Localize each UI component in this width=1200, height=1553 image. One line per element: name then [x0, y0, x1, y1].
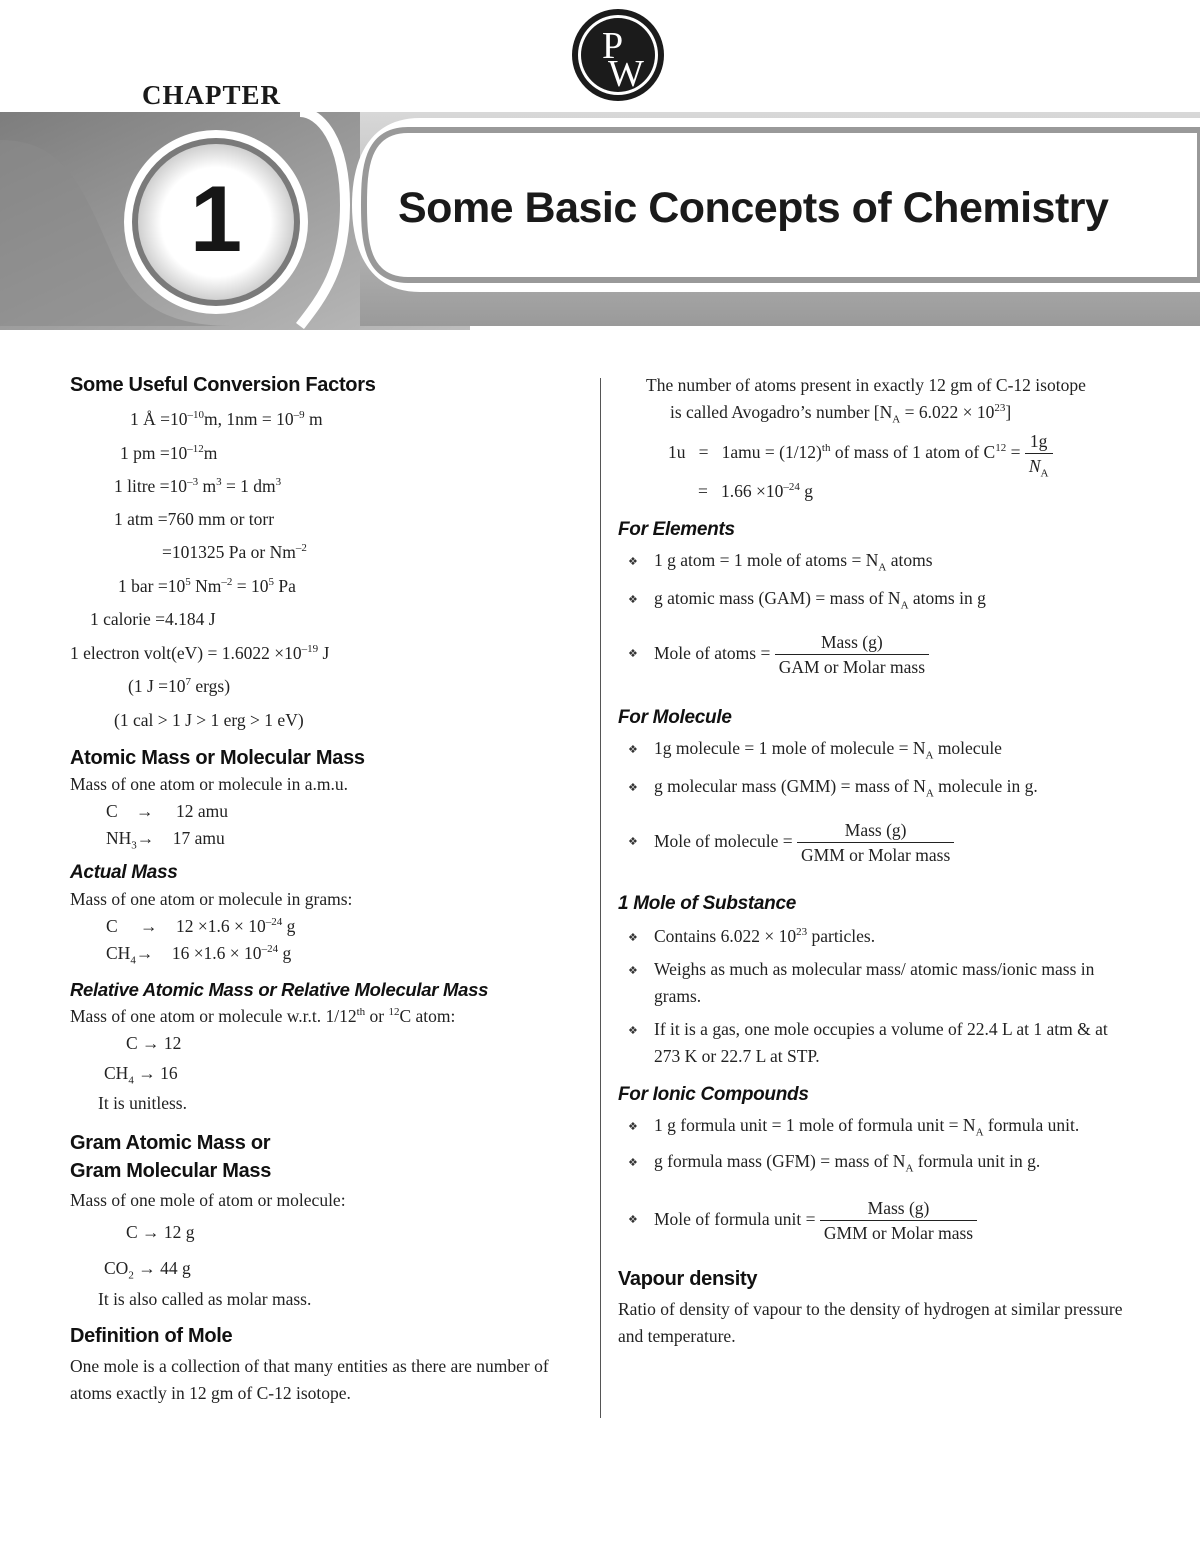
mole-definition-text: One mole is a collection of that many entities as there are number of atoms exactly in 12 gm of C-12 isotope. [70, 1356, 549, 1403]
gram-mass-row-co2: $CO_2 \to 44$ g [104, 1258, 191, 1282]
conversion-heading: Some Useful Conversion Factors [70, 374, 376, 396]
conversion-line-pascal: =101325 Pa or $Nm^{-2}$ [162, 542, 307, 562]
conversion-line-litre: 1 litre $=10^{-3}$ $m^3 = 1$ $dm^3$ [114, 476, 282, 496]
molecule-bullet-2: ❖ g molecular mass (GMM) = mass of $N_A$ molecule in g. [618, 773, 1138, 811]
amu-definition: $1u = 1amu = (1/12)^{th}$ of mass of 1 atom of $C^{12}$ = $\frac{1g}{N_A}$ [618, 426, 1138, 478]
ionic-section [618, 1082, 1138, 1254]
chapter-number: 1 [189, 166, 243, 271]
gram-mass-section [70, 1129, 590, 1313]
amu-fraction: $\frac{1g}{N_A}$ [1025, 429, 1053, 478]
molecule-heading: For Molecule [618, 707, 732, 728]
column-divider [600, 378, 601, 1418]
relative-mass-note: It is unitless. [98, 1093, 187, 1113]
relative-mass-row-ch4: $CH_4 \to 16$ [104, 1063, 178, 1087]
atomic-mass-row-nh3: $NH_3\to 17$ amu [106, 828, 225, 852]
relative-mass-text: Mass of one atom or molecule w.r.t. 1/12th or $^{12}$C atom: [70, 1006, 456, 1026]
substance-bullet-1: ❖ Contains $6.022 \times 10^{23}$ particles. [618, 923, 1138, 950]
amu-value: = $1.66 \times 10^{-24}$ g [698, 481, 813, 501]
conversion-line-ergs: (1 $J =10^7$ ergs) [128, 676, 231, 696]
elements-bullet-1: ❖ 1 g atom = 1 mole of atoms = $N_A$ atoms [618, 547, 1138, 585]
gram-mass-heading-1: Gram Atomic Mass or [70, 1132, 271, 1154]
substance-heading: 1 Mole of Substance [618, 893, 797, 914]
relative-mass-row-c: C → 12 [126, 1033, 182, 1053]
conversion-line-atm: 1 atm =760 mm or torr [114, 509, 275, 529]
elements-bullet-3: ❖ Mole of atoms = $\frac{\text{Mass (g)}}{\text{GAM or Molar mass}}$ [618, 623, 1138, 683]
gram-mass-heading-2: Gram Molecular Mass [70, 1160, 272, 1182]
atomic-mass-heading: Atomic Mass or Molecular Mass [70, 747, 365, 769]
actual-mass-row-ch4: $CH_4\to 16 \times 1.6 \times 10^{-24}$ g [106, 943, 292, 967]
elements-section [618, 517, 1138, 683]
substance-bullet-2: ❖ Weighs as much as molecular mass/ atomic mass/ionic mass in grams. [618, 956, 1138, 1010]
avogadro-line-2: is called Avogadro’s number $[N_A = 6.022 \times 10^{23}]$ [670, 402, 1012, 426]
actual-mass-row-c: $C \to 12 \times 1.6 \times 10^{-24}$ g [106, 916, 296, 936]
gram-mass-row-c: C → 12 g [126, 1222, 195, 1242]
chapter-banner [0, 0, 1200, 330]
relative-mass-section [70, 977, 590, 1117]
logo-letter-w: W [608, 53, 644, 95]
actual-mass-text: Mass of one atom or molecule in grams: [70, 889, 353, 909]
elements-heading: For Elements [618, 519, 735, 540]
mole-definition-section [70, 1323, 590, 1407]
vapour-density-section [618, 1266, 1138, 1350]
ionic-heading: For Ionic Compounds [618, 1084, 809, 1105]
substance-section [618, 891, 1138, 1070]
actual-mass-heading: Actual Mass [70, 862, 178, 883]
elements-bullet-2: ❖ g atomic mass (GAM) = mass of $N_A$ atoms in g [618, 585, 1138, 623]
vapour-density-text: Ratio of density of vapour to the density of hydrogen at similar pressure and temperature. [618, 1299, 1123, 1346]
avogadro-line-1: The number of atoms present in exactly 12 gm of C-12 isotope [646, 375, 1086, 395]
molecule-section [618, 705, 1138, 871]
chapter-label: CHAPTER [142, 80, 282, 110]
ionic-bullet-1: ❖ 1 g formula unit = 1 mole of formula unit = $N_A$ formula unit. [618, 1112, 1138, 1148]
actual-mass-section [70, 860, 590, 967]
conversion-line-bar: 1 bar $=10^5$ $Nm^{-2} = 10^5$ Pa [118, 576, 296, 596]
conversion-line-angstrom: 1 Å $=10^{-10}m$, $1nm = 10^{-9}$ m [130, 409, 323, 429]
atomic-mass-text: Mass of one atom or molecule in a.m.u. [70, 774, 348, 794]
ionic-bullet-3: ❖ Mole of formula unit = $\frac{\text{Mass (g)}}{\text{GMM or Molar mass}}$ [618, 1184, 1138, 1254]
conversion-section [70, 372, 590, 741]
conversion-line-calorie: 1 calorie =4.184 J [90, 609, 216, 629]
right-column [618, 372, 1138, 1350]
molecule-bullet-3: ❖ Mole of molecule = $\frac{\text{Mass (g)}}{\text{GMM or Molar mass}}$ [618, 811, 1138, 871]
conversion-line-ev: 1 electron volt(eV) = $1.6022 \times 10^{-19}$ J [70, 643, 330, 663]
gram-mass-text: Mass of one mole of atom or molecule: [70, 1190, 346, 1210]
molecule-bullet-1: ❖ 1g molecule = 1 mole of molecule = $N_A$ molecule [618, 735, 1138, 773]
vapour-density-heading: Vapour density [618, 1268, 758, 1290]
conversion-line-picometer: 1 pm $=10^{-12}m$ [120, 443, 218, 463]
mole-definition-heading: Definition of Mole [70, 1325, 233, 1347]
substance-bullet-3: ❖ If it is a gas, one mole occupies a volume of 22.4 L at 1 atm & at 273 K or 22.7 L at STP. [618, 1016, 1138, 1070]
avogadro-section [618, 372, 1138, 505]
gram-mass-note: It is also called as molar mass. [98, 1289, 312, 1309]
logo-letter-p: P [602, 25, 624, 67]
chapter-title: Some Basic Concepts of Chemistry [398, 184, 1109, 232]
atomic-mass-section [70, 745, 590, 852]
left-column [70, 372, 590, 1407]
atomic-mass-row-c: C → 12 amu [106, 801, 229, 821]
relative-mass-heading: Relative Atomic Mass or Relative Molecular Mass [70, 979, 489, 1000]
ionic-bullet-2: ❖ g formula mass (GFM) = mass of $N_A$ formula unit in g. [618, 1148, 1138, 1184]
conversion-line-order: (1 cal > 1 J > 1 erg > 1 eV) [114, 710, 304, 730]
banner-graphic [0, 0, 1200, 330]
